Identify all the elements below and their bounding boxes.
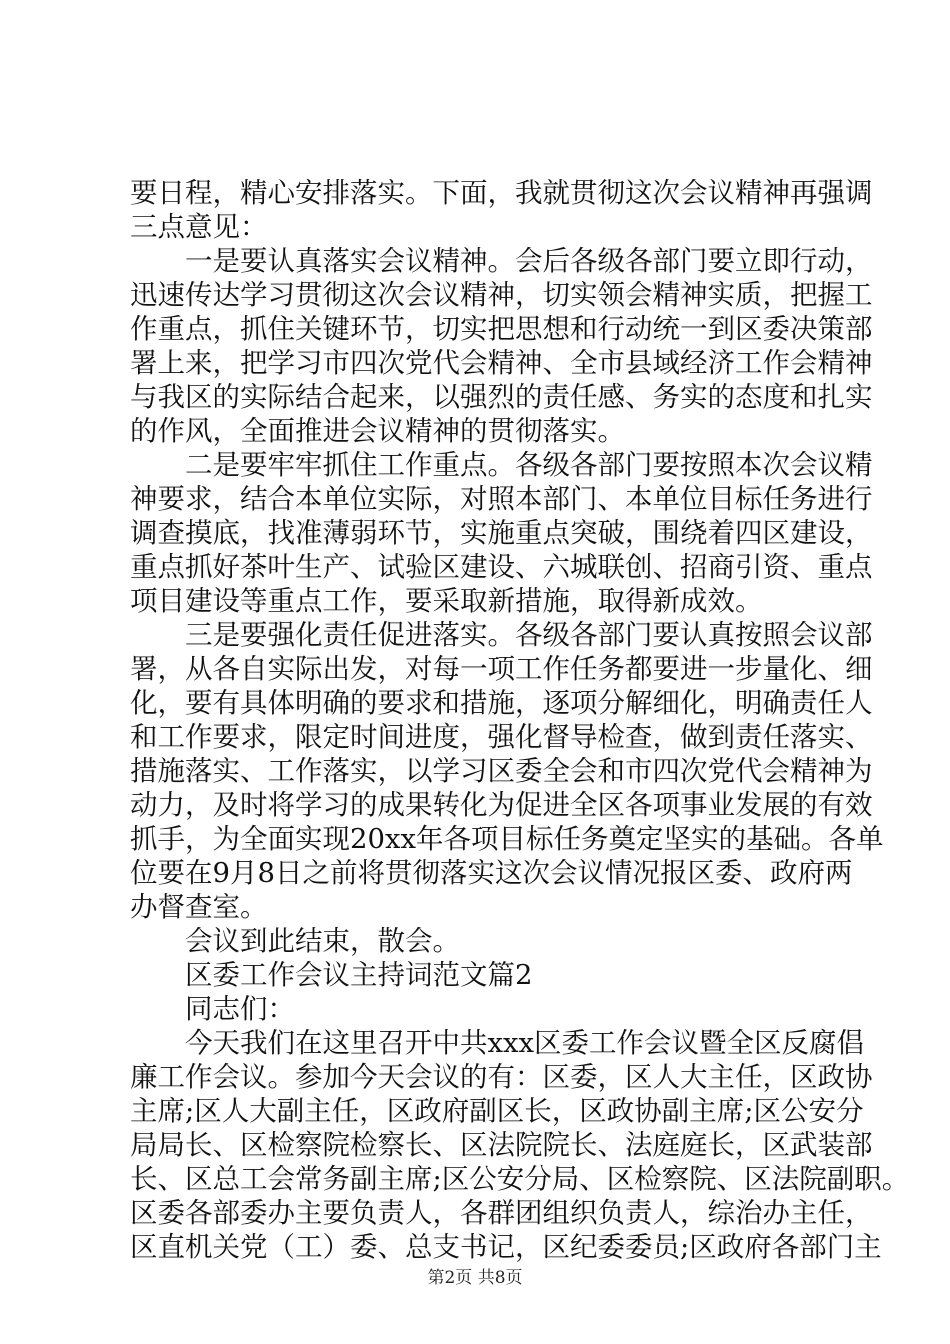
body-text-line: 重点抓好茶叶生产、试验区建设、六城联创、招商引资、重点 bbox=[130, 551, 873, 583]
body-text-line: 位要在9月8日之前将贯彻落实这次会议情况报区委、政府两 bbox=[130, 857, 853, 889]
body-text-line: 抓手，为全面实现20xx年各项目标任务奠定坚实的基础。各单 bbox=[130, 823, 884, 855]
body-text-line: 局局长、区检察院检察长、区法院院长、法庭庭长，区武装部 bbox=[130, 1129, 873, 1161]
body-text-line: 今天我们在这里召开中共xxx区委工作会议暨全区反腐倡 bbox=[130, 1027, 865, 1059]
body-text-line: 调查摸底，找准薄弱环节，实施重点突破，围绕着四区建设， bbox=[130, 517, 873, 549]
body-text-line: 区委各部委办主要负责人，各群团组织负责人，综治办主任， bbox=[130, 1197, 873, 1229]
body-text-line: 会议到此结束，散会。 bbox=[130, 925, 460, 957]
body-text-line: 廉工作会议。参加今天会议的有：区委，区人大主任，区政协 bbox=[130, 1061, 873, 1093]
section-heading: 区委工作会议主持词范文篇2 bbox=[130, 959, 533, 991]
page-footer: 第2页 共8页 bbox=[427, 1268, 523, 1288]
body-text-line: 与我区的实际结合起来，以强烈的责任感、务实的态度和扎实 bbox=[130, 381, 873, 413]
body-text-line: 项目建设等重点工作，要采取新措施，取得新成效。 bbox=[130, 585, 763, 617]
body-text-line: 三是要强化责任促进落实。各级各部门要认真按照会议部 bbox=[130, 619, 873, 651]
body-text-line: 作重点，抓住关键环节，切实把思想和行动统一到区委决策部 bbox=[130, 313, 873, 345]
body-text-line: 署上来，把学习市四次党代会精神、全市县域经济工作会精神 bbox=[130, 347, 873, 379]
body-text-line: 措施落实、工作落实，以学习区委全会和市四次党代会精神为 bbox=[130, 755, 873, 787]
body-text-line: 动力，及时将学习的成果转化为促进全区各项事业发展的有效 bbox=[130, 789, 873, 821]
body-text-line: 的作风，全面推进会议精神的贯彻落实。 bbox=[130, 415, 625, 447]
body-text-line: 三点意见： bbox=[130, 211, 268, 243]
body-text-line: 迅速传达学习贯彻这次会议精神，切实领会精神实质，把握工 bbox=[130, 279, 873, 311]
body-text-line: 主席;区人大副主任，区政府副区长，区政协副主席;区公安分 bbox=[130, 1095, 864, 1127]
body-text-line: 署，从各自实际出发，对每一项工作任务都要进一步量化、细 bbox=[130, 653, 873, 685]
body-text-line: 办督查室。 bbox=[130, 891, 268, 923]
body-text-line: 和工作要求，限定时间进度，强化督导检查，做到责任落实、 bbox=[130, 721, 873, 753]
body-text-line: 一是要认真落实会议精神。会后各级各部门要立即行动， bbox=[130, 245, 873, 277]
body-text-line: 二是要牢牢抓住工作重点。各级各部门要按照本次会议精 bbox=[130, 449, 873, 481]
body-text-line: 区直机关党（工）委、总支书记，区纪委委员;区政府各部门主 bbox=[130, 1231, 882, 1263]
salutation: 同志们： bbox=[130, 993, 295, 1025]
body-text-line: 神要求，结合本单位实际，对照本部门、本单位目标任务进行 bbox=[130, 483, 873, 515]
body-text-line: 化，要有具体明确的要求和措施，逐项分解细化，明确责任人 bbox=[130, 687, 873, 719]
body-text-line: 要日程，精心安排落实。下面，我就贯彻这次会议精神再强调 bbox=[130, 177, 873, 209]
body-text-line: 长、区总工会常务副主席;区公安分局、区检察院、区法院副职。 bbox=[130, 1163, 910, 1195]
